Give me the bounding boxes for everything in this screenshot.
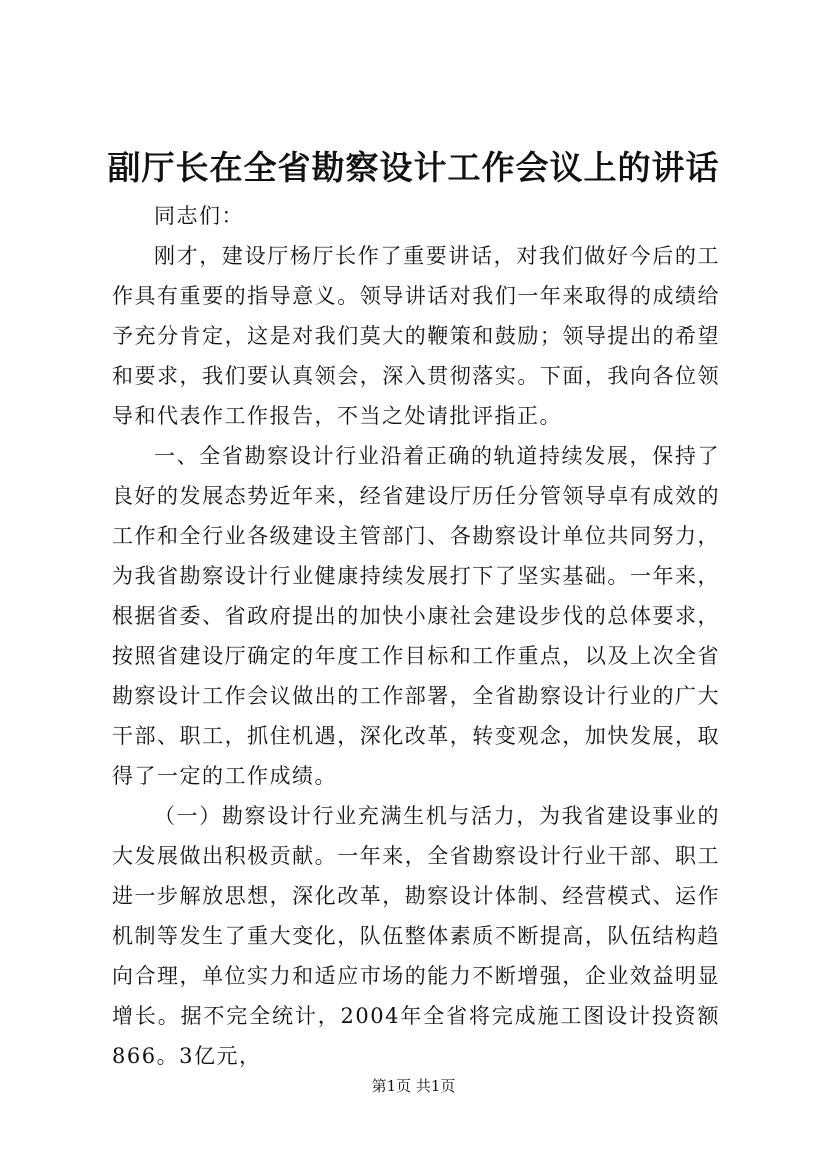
paragraph-1: 刚才，建设厅杨厅长作了重要讲话，对我们做好今后的工作具有重要的指导意义。领导讲话对我们一年来取得的成绩给予充分肯定，这是对我们莫大的鞭策和鼓励；领导提出的希望和要求，我们要认真领会，深入贯彻落实。下面，我向各位领导和代表作工作报告，不当之处请批评指正。 <box>112 244 720 428</box>
paragraph-3: （一）勘察设计行业充满生机与活力，为我省建设事业的大发展做出积极贡献。一年来，全省勘察设计行业干部、职工进一步解放思想，深化改革，勘察设计体制、经营模式、运作机制等发生了重大变化，队伍整体素质不断提高，队伍结构趋向合理，单位实力和适应市场的能力不断增强，企业效益明显增长。据不完全统计，2004年全省将完成施工图设计投资额866。3亿元， <box>112 804 720 1068</box>
document-body <box>112 196 720 1076</box>
paragraph-2: 一、全省勘察设计行业沿着正确的轨道持续发展，保持了良好的发展态势近年来，经省建设厅历任分管领导卓有成效的工作和全行业各级建设主管部门、各勘察设计单位共同努力，为我省勘察设计行业健康持续发展打下了坚实基础。一年来，根据省委、省政府提出的加快小康社会建设步伐的总体要求，按照省建设厅确定的年度工作目标和工作重点，以及上次全省勘察设计工作会议做出的工作部署，全省勘察设计行业的广大干部、职工，抓住机遇，深化改革，转变观念，加快发展，取得了一定的工作成绩。 <box>112 444 720 788</box>
greeting-line: 同志们： <box>154 204 244 228</box>
page-footer: 第1页 共1页 <box>371 1077 456 1095</box>
document-title: 副厅长在全省勘察设计工作会议上的讲话 <box>107 148 720 187</box>
